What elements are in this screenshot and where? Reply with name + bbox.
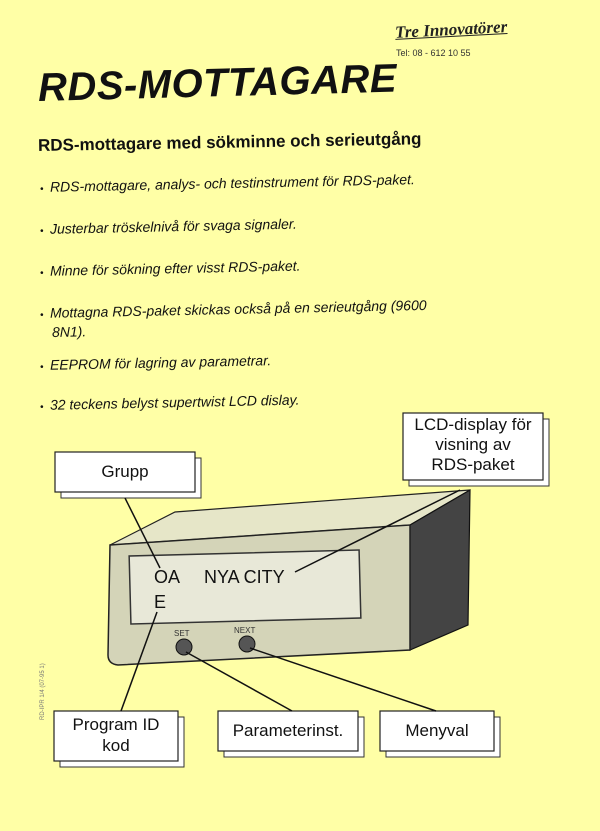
callout-lcd-label [403,415,543,475]
print-stamp: RD-IPR 1/4 (07-95 1) [40,663,46,720]
callout-meny-label: Menyval [405,721,469,740]
callout-program-line1: Program ID [72,715,160,734]
next-label: NEXT [234,626,256,635]
bullet-icon: • [39,361,44,373]
callout-program-id-label [54,714,178,756]
lcd-pi-text: E [154,592,167,612]
bullet-icon: • [39,267,44,279]
feature-item: • EEPROM för lagring av parametrar. [40,346,540,377]
feature-item: • RDS-mottagare, analys- och testinstrument för RDS-paket. [40,168,540,199]
feature-item-continuation: 8N1). [51,323,87,340]
page-subtitle: RDS-mottagare med sökminne och serieutgång [37,129,422,155]
lcd-group-text: OA [154,567,181,587]
set-label: SET [174,629,190,638]
feature-item: • Justerbar tröskelnivå för svaga signaler. [40,210,540,241]
leader-line-param [186,652,292,711]
feature-item: • Mottagna RDS-paket skickas också på en serieutgång (9600 [40,294,540,325]
bullet-icon: • [39,183,44,195]
feature-item: • 32 teckens belyst supertwist LCD dislay. [40,386,540,417]
bullet-icon: • [39,225,44,237]
bullet-icon: • [39,309,44,321]
company-logo: Tre Innovatörer [394,17,508,42]
leader-line-meny [250,648,436,711]
callout-lcd-line1: LCD-display för [414,415,532,434]
callout-param-label: Parameterinst. [232,721,344,740]
callout-lcd-line3: RDS-paket [431,455,515,474]
lcd-station-text: NYA CITY [204,567,285,587]
callout-program-line2: kod [102,736,130,755]
page-title: RDS-MOTTAGARE [37,56,398,110]
phone-number: Tel: 08 - 612 10 55 [396,48,471,58]
set-button[interactable] [176,639,192,655]
callout-lcd-line2: visning av [435,435,511,454]
callout-grupp-label: Grupp [101,462,149,481]
lcd-display [129,550,361,624]
feature-item: • Minne för sökning efter visst RDS-paket. [40,252,540,283]
bullet-icon: • [39,401,44,413]
